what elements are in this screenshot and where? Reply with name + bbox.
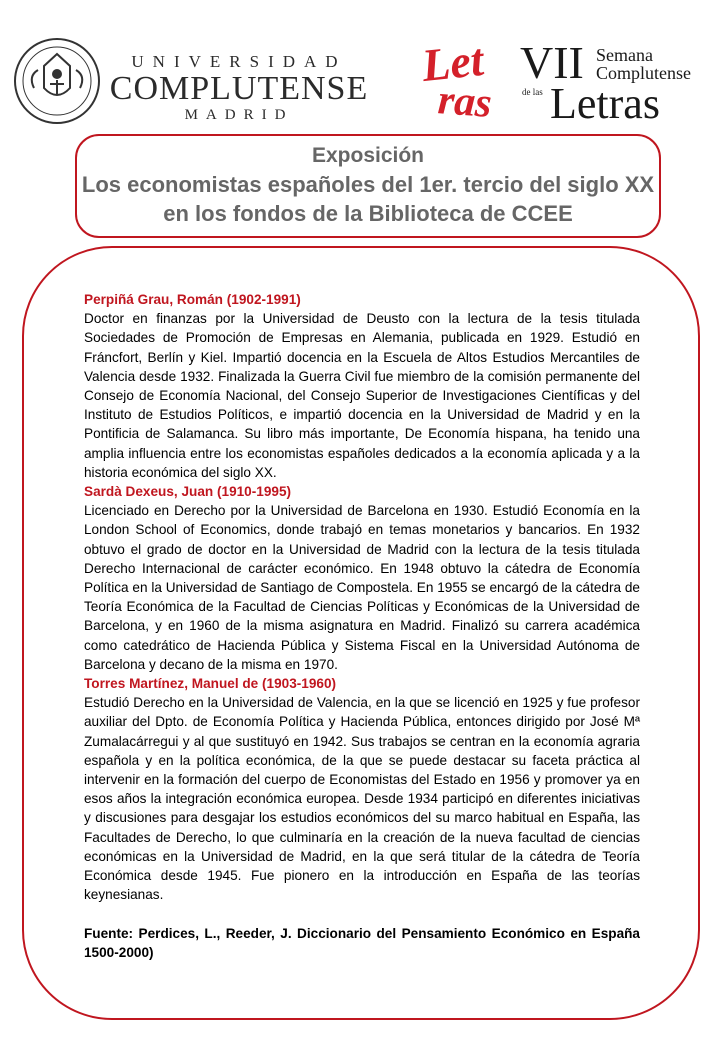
economist-name: Torres Martínez, Manuel de (1903-1960): [84, 676, 337, 692]
economist-name: Sardà Dexeus, Juan (1910-1995): [84, 484, 292, 500]
university-line-1: UNIVERSIDAD: [131, 52, 347, 71]
economist-entry: [84, 674, 640, 904]
economist-bio: Estudió Derecho en la Universidad de Valencia, en la que se licenció en 1925 y fue profesor auxiliar del Dpto. de Economía Política y Hacienda Pública, entonces dirigido por José Mª Zumalacárregui y al que sustituyó en 1942. Sus trabajos se centran en la economía agraria española y en la política económica, de la que se puede destacar su faceta práctica al intervenir en la formación del cuerpo de Economistas del Estado en 1956 y promover ya en esos años la integración económica europea. Desde 1934 participó en diferentes iniciativas y discusiones para desgajar los estudios económicos del su marco habitual en España, las Facultades de Derecho, lo que culminaría en la creación de la nueva facultad de ciencias económicas en la Universidad de Madrid, en la que será titular de la cátedra de Teoría Económica desde 1945. Fue pionero en la introducción en España de las teorías keynesianas.: [84, 695, 640, 903]
economist-entry: [84, 290, 640, 482]
exhibition-label: Exposición: [311, 144, 425, 167]
source-citation: Fuente: Perdices, L., Reeder, J. Diccionario del Pensamiento Económico en España 1500-2000): [84, 925, 640, 960]
event-de-las: de las: [522, 87, 543, 97]
university-line-3: MADRID: [184, 107, 294, 123]
economist-bio: Licenciado en Derecho por la Universidad de Barcelona en 1930. Estudió Economía en la London School of Economics, donde trabajó en temas monetarios y bancarios. En 1932 obtuvo el grado de doctor en la Universidad de Madrid con la lectura de la tesis titulada Derecho Internacional de carácter económico. En 1948 obtuvo la cátedra de Economía Política en la Universidad de Santiago de Compostela. En 1955 se encargó de la cátedra de Teoría Económica de la Facultad de Ciencias Políticas y Económicas de la Universidad de Barcelona, y en 1960 de la misma asignatura en Madrid. Finalizó su carrera académica como catedrático de Hacienda Pública y Sistema Fiscal en la Universidad Autónoma de Barcelona y decano de la misma en 1970.: [84, 503, 640, 672]
event-edition: VII: [520, 37, 584, 88]
event-logo-word-2: ras: [436, 77, 494, 127]
event-subtitle: [596, 46, 691, 82]
economist-bio: Doctor en finanzas por la Universidad de Deusto con la lectura de la tesis titulada Sociedades de Promoción de Empresas en Alemania, publicada en 1929. Estudió en Fráncfort, Berlín y Kiel. Impartió docencia en la Escuela de Altos Estudios Mercantiles de Valencia desde 1932. Finalizada la Guerra Civil fue miembro de la comisión permanente del Consejo de Economía Nacional, del Consejo Superior de Investigaciones Científicas y del Instituto de Estudios Políticos, e impartió docencia en la Universidad de Madrid y en la Pontificia de Salamanca. Su libro más importante, De Economía hispana, ha tenido una amplia influencia entre los economistas españoles dedicados a la economía aplicada y a la historia económica del siglo XX.: [84, 311, 640, 480]
event-semana: Semana: [596, 45, 653, 65]
exhibition-title: Los economistas españoles del 1er. tercio del siglo XX en los fondos de la Biblioteca de CCEE: [81, 172, 655, 226]
event-logo-word-1: Let: [419, 33, 486, 92]
university-name-logo: [104, 52, 374, 124]
university-seal-logo: [12, 36, 102, 126]
event-letras: Letras: [550, 79, 660, 128]
economists-list: [84, 290, 640, 962]
economist-entry: [84, 482, 640, 674]
exhibition-title-box: [75, 134, 661, 238]
university-line-2: COMPLUTENSE: [109, 70, 369, 107]
event-logo: [410, 32, 710, 132]
economist-name: Perpiñá Grau, Román (1902-1991): [84, 292, 301, 307]
event-complutense: Complutense: [596, 63, 691, 83]
